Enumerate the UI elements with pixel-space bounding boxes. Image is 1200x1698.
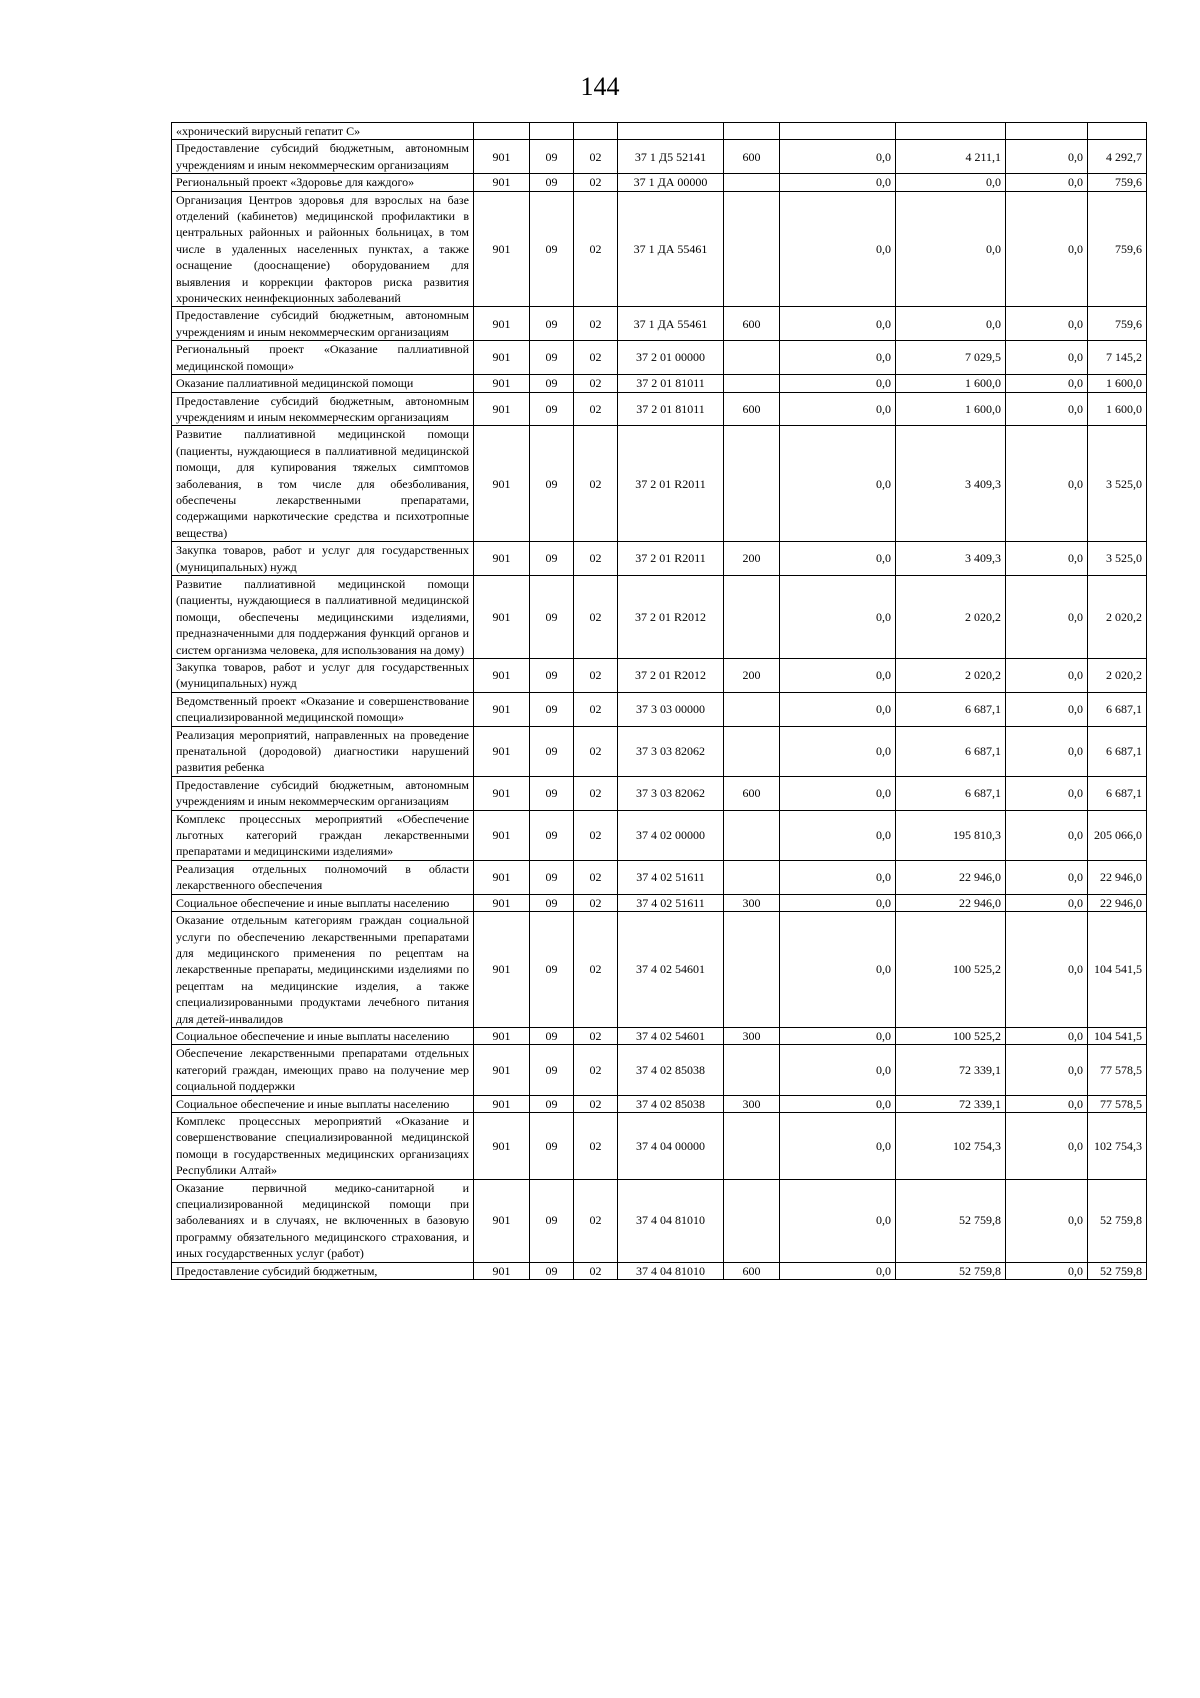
table-row xyxy=(172,575,1147,658)
cell-amount-4: 1 600,0 xyxy=(1088,375,1147,392)
cell-amount-4: 6 687,1 xyxy=(1088,692,1147,726)
cell-target-article: 37 2 01 R2012 xyxy=(618,575,724,658)
cell-amount-4: 4 292,7 xyxy=(1088,140,1147,174)
cell-name: Комплекс процессных мероприятий «Обеспечение льготных категорий граждан лекарственными препаратами и медицинскими изделиями» xyxy=(172,810,474,860)
cell-section-code: 09 xyxy=(530,1095,574,1112)
cell-ministry-code: 901 xyxy=(474,1045,530,1095)
cell-expense-type xyxy=(724,426,780,542)
cell-amount-2: 52 759,8 xyxy=(896,1179,1006,1262)
cell-amount-2: 72 339,1 xyxy=(896,1095,1006,1112)
cell-amount-1: 0,0 xyxy=(780,1027,896,1044)
cell-subsection-code: 02 xyxy=(574,341,618,375)
cell-amount-2: 0,0 xyxy=(896,191,1006,307)
table-row xyxy=(172,692,1147,726)
cell-ministry-code: 901 xyxy=(474,174,530,191)
cell-ministry-code: 901 xyxy=(474,375,530,392)
table-row xyxy=(172,894,1147,911)
cell-expense-type: 600 xyxy=(724,140,780,174)
table-row xyxy=(172,860,1147,894)
table-row xyxy=(172,392,1147,426)
cell-expense-type xyxy=(724,810,780,860)
cell-amount-1: 0,0 xyxy=(780,726,896,776)
cell-amount-2: 4 211,1 xyxy=(896,140,1006,174)
cell-amount-3: 0,0 xyxy=(1006,542,1088,576)
cell-subsection-code: 02 xyxy=(574,912,618,1028)
cell-expense-type xyxy=(724,860,780,894)
cell-amount-1: 0,0 xyxy=(780,692,896,726)
cell-name: Развитие паллиативной медицинской помощи (пациенты, нуждающиеся в паллиативной медицинской помощи, обеспечены медицинскими изделиями, предназначенными для поддержания функций органов и систем организма человека, для использования на дому) xyxy=(172,575,474,658)
cell-expense-type: 300 xyxy=(724,1027,780,1044)
cell-amount-2: 22 946,0 xyxy=(896,860,1006,894)
cell-amount-3: 0,0 xyxy=(1006,575,1088,658)
cell-ministry-code: 901 xyxy=(474,1112,530,1179)
table-row xyxy=(172,123,1147,140)
cell-amount-3: 0,0 xyxy=(1006,174,1088,191)
cell-amount-2: 3 409,3 xyxy=(896,426,1006,542)
cell-target-article: 37 4 04 81010 xyxy=(618,1262,724,1279)
cell-target-article: 37 3 03 00000 xyxy=(618,692,724,726)
cell-ministry-code xyxy=(474,123,530,140)
table-row xyxy=(172,776,1147,810)
cell-amount-2 xyxy=(896,123,1006,140)
cell-amount-2: 2 020,2 xyxy=(896,575,1006,658)
cell-expense-type xyxy=(724,174,780,191)
cell-amount-1: 0,0 xyxy=(780,1095,896,1112)
cell-amount-1: 0,0 xyxy=(780,810,896,860)
cell-amount-4: 1 600,0 xyxy=(1088,392,1147,426)
cell-ministry-code: 901 xyxy=(474,860,530,894)
cell-target-article: 37 4 02 00000 xyxy=(618,810,724,860)
cell-section-code: 09 xyxy=(530,659,574,693)
table-row xyxy=(172,1262,1147,1279)
cell-expense-type: 600 xyxy=(724,776,780,810)
cell-amount-4: 6 687,1 xyxy=(1088,726,1147,776)
cell-section-code: 09 xyxy=(530,1045,574,1095)
cell-section-code: 09 xyxy=(530,860,574,894)
table-row xyxy=(172,810,1147,860)
cell-amount-1: 0,0 xyxy=(780,912,896,1028)
cell-target-article: 37 2 01 R2012 xyxy=(618,659,724,693)
table-row xyxy=(172,191,1147,307)
cell-subsection-code: 02 xyxy=(574,1262,618,1279)
cell-subsection-code: 02 xyxy=(574,776,618,810)
cell-name: Реализация мероприятий, направленных на проведение пренатальной (дородовой) диагностики нарушений развития ребенка xyxy=(172,726,474,776)
cell-ministry-code: 901 xyxy=(474,191,530,307)
cell-name: Региональный проект «Оказание паллиативной медицинской помощи» xyxy=(172,341,474,375)
table-row xyxy=(172,1095,1147,1112)
cell-ministry-code: 901 xyxy=(474,341,530,375)
table-row xyxy=(172,307,1147,341)
cell-amount-4: 7 145,2 xyxy=(1088,341,1147,375)
cell-amount-4: 22 946,0 xyxy=(1088,860,1147,894)
cell-section-code: 09 xyxy=(530,307,574,341)
cell-name: Предоставление субсидий бюджетным, автономным учреждениям и иным некоммерческим организациям xyxy=(172,392,474,426)
cell-amount-4: 205 066,0 xyxy=(1088,810,1147,860)
cell-amount-2: 22 946,0 xyxy=(896,894,1006,911)
cell-name: Предоставление субсидий бюджетным, автономным учреждениям и иным некоммерческим организациям xyxy=(172,307,474,341)
cell-amount-3: 0,0 xyxy=(1006,375,1088,392)
cell-section-code: 09 xyxy=(530,894,574,911)
table-row xyxy=(172,341,1147,375)
cell-amount-2: 6 687,1 xyxy=(896,776,1006,810)
cell-expense-type xyxy=(724,375,780,392)
cell-amount-3: 0,0 xyxy=(1006,726,1088,776)
cell-amount-3: 0,0 xyxy=(1006,1262,1088,1279)
cell-amount-1 xyxy=(780,123,896,140)
cell-subsection-code: 02 xyxy=(574,307,618,341)
cell-section-code: 09 xyxy=(530,1112,574,1179)
cell-amount-4: 77 578,5 xyxy=(1088,1045,1147,1095)
cell-amount-2: 195 810,3 xyxy=(896,810,1006,860)
cell-amount-4: 759,6 xyxy=(1088,191,1147,307)
table-row xyxy=(172,726,1147,776)
cell-name: Ведомственный проект «Оказание и совершенствование специализированной медицинской помощи» xyxy=(172,692,474,726)
cell-target-article: 37 1 Д5 52141 xyxy=(618,140,724,174)
cell-name: Оказание первичной медико-санитарной и специализированной медицинской помощи при заболеваниях и в случаях, не включенных в базовую программу обязательного медицинского страхования, и иных государственных услуг (работ) xyxy=(172,1179,474,1262)
cell-amount-3: 0,0 xyxy=(1006,426,1088,542)
cell-amount-3: 0,0 xyxy=(1006,692,1088,726)
cell-amount-4: 102 754,3 xyxy=(1088,1112,1147,1179)
cell-ministry-code: 901 xyxy=(474,307,530,341)
cell-expense-type: 200 xyxy=(724,659,780,693)
cell-subsection-code: 02 xyxy=(574,375,618,392)
budget-table xyxy=(171,122,1147,1280)
cell-target-article: 37 1 ДА 55461 xyxy=(618,307,724,341)
cell-amount-2: 100 525,2 xyxy=(896,912,1006,1028)
cell-section-code: 09 xyxy=(530,426,574,542)
cell-amount-2: 52 759,8 xyxy=(896,1262,1006,1279)
cell-expense-type xyxy=(724,1112,780,1179)
cell-subsection-code: 02 xyxy=(574,140,618,174)
cell-amount-3: 0,0 xyxy=(1006,1112,1088,1179)
cell-section-code: 09 xyxy=(530,1179,574,1262)
cell-subsection-code: 02 xyxy=(574,575,618,658)
cell-amount-1: 0,0 xyxy=(780,392,896,426)
cell-subsection-code xyxy=(574,123,618,140)
cell-expense-type xyxy=(724,726,780,776)
cell-ministry-code: 901 xyxy=(474,726,530,776)
cell-name: Социальное обеспечение и иные выплаты населению xyxy=(172,894,474,911)
cell-ministry-code: 901 xyxy=(474,575,530,658)
cell-amount-1: 0,0 xyxy=(780,894,896,911)
cell-section-code: 09 xyxy=(530,575,574,658)
table-row xyxy=(172,426,1147,542)
table-row xyxy=(172,659,1147,693)
table-row xyxy=(172,542,1147,576)
cell-subsection-code: 02 xyxy=(574,1095,618,1112)
cell-name: «хронический вирусный гепатит С» xyxy=(172,123,474,140)
cell-amount-2: 3 409,3 xyxy=(896,542,1006,576)
cell-name: Развитие паллиативной медицинской помощи (пациенты, нуждающиеся в паллиативной медицинской помощи, для купирования тяжелых симптомов заболевания, в том числе для обезболивания, обеспечены лекарственными препаратами, содержащими наркотические средства и психотропные вещества) xyxy=(172,426,474,542)
cell-target-article: 37 2 01 00000 xyxy=(618,341,724,375)
cell-section-code: 09 xyxy=(530,810,574,860)
cell-section-code: 09 xyxy=(530,542,574,576)
cell-section-code: 09 xyxy=(530,726,574,776)
cell-expense-type xyxy=(724,692,780,726)
cell-amount-2: 2 020,2 xyxy=(896,659,1006,693)
cell-subsection-code: 02 xyxy=(574,1179,618,1262)
cell-subsection-code: 02 xyxy=(574,426,618,542)
cell-target-article: 37 1 ДА 55461 xyxy=(618,191,724,307)
cell-subsection-code: 02 xyxy=(574,894,618,911)
cell-expense-type: 300 xyxy=(724,1095,780,1112)
cell-target-article: 37 4 02 51611 xyxy=(618,894,724,911)
cell-amount-2: 1 600,0 xyxy=(896,375,1006,392)
cell-name: Предоставление субсидий бюджетным, xyxy=(172,1262,474,1279)
cell-amount-4: 2 020,2 xyxy=(1088,659,1147,693)
table-row xyxy=(172,912,1147,1028)
cell-name: Оказание отдельным категориям граждан социальной услуги по обеспечению лекарственными препаратами для медицинского применения по рецептам на лекарственные препараты, медицинскими изделиями по рецептам на медицинские изделия, а также специализированными продуктами лечебного питания для детей-инвалидов xyxy=(172,912,474,1028)
cell-ministry-code: 901 xyxy=(474,912,530,1028)
cell-section-code: 09 xyxy=(530,375,574,392)
cell-section-code xyxy=(530,123,574,140)
cell-amount-4: 22 946,0 xyxy=(1088,894,1147,911)
cell-target-article: 37 1 ДА 00000 xyxy=(618,174,724,191)
cell-amount-2: 6 687,1 xyxy=(896,692,1006,726)
cell-target-article: 37 3 03 82062 xyxy=(618,726,724,776)
cell-amount-2: 1 600,0 xyxy=(896,392,1006,426)
cell-subsection-code: 02 xyxy=(574,392,618,426)
cell-section-code: 09 xyxy=(530,140,574,174)
cell-expense-type: 300 xyxy=(724,894,780,911)
table-row xyxy=(172,1179,1147,1262)
cell-amount-3: 0,0 xyxy=(1006,392,1088,426)
table-row xyxy=(172,1112,1147,1179)
cell-amount-4: 759,6 xyxy=(1088,307,1147,341)
cell-section-code: 09 xyxy=(530,1027,574,1044)
cell-amount-4: 3 525,0 xyxy=(1088,542,1147,576)
cell-target-article: 37 4 02 54601 xyxy=(618,912,724,1028)
cell-amount-3: 0,0 xyxy=(1006,1095,1088,1112)
cell-amount-3 xyxy=(1006,123,1088,140)
cell-target-article: 37 2 01 R2011 xyxy=(618,426,724,542)
cell-ministry-code: 901 xyxy=(474,1027,530,1044)
cell-subsection-code: 02 xyxy=(574,1045,618,1095)
cell-name: Обеспечение лекарственными препаратами отдельных категорий граждан, имеющих право на получение мер социальной поддержки xyxy=(172,1045,474,1095)
cell-expense-type: 600 xyxy=(724,1262,780,1279)
cell-name: Закупка товаров, работ и услуг для государственных (муниципальных) нужд xyxy=(172,542,474,576)
cell-expense-type xyxy=(724,1045,780,1095)
cell-amount-3: 0,0 xyxy=(1006,912,1088,1028)
cell-name: Комплекс процессных мероприятий «Оказание и совершенствование специализированной медицинской помощи в государственных медицинских организациях Республики Алтай» xyxy=(172,1112,474,1179)
cell-ministry-code: 901 xyxy=(474,1179,530,1262)
cell-name: Региональный проект «Здоровье для каждого» xyxy=(172,174,474,191)
cell-target-article: 37 2 01 81011 xyxy=(618,375,724,392)
cell-expense-type xyxy=(724,575,780,658)
cell-amount-1: 0,0 xyxy=(780,174,896,191)
cell-name: Реализация отдельных полномочий в области лекарственного обеспечения xyxy=(172,860,474,894)
cell-section-code: 09 xyxy=(530,912,574,1028)
cell-amount-4: 2 020,2 xyxy=(1088,575,1147,658)
cell-ministry-code: 901 xyxy=(474,140,530,174)
cell-amount-1: 0,0 xyxy=(780,307,896,341)
cell-amount-3: 0,0 xyxy=(1006,191,1088,307)
cell-section-code: 09 xyxy=(530,776,574,810)
cell-amount-1: 0,0 xyxy=(780,191,896,307)
cell-amount-1: 0,0 xyxy=(780,375,896,392)
cell-target-article: 37 4 02 85038 xyxy=(618,1045,724,1095)
cell-ministry-code: 901 xyxy=(474,1095,530,1112)
cell-amount-1: 0,0 xyxy=(780,1045,896,1095)
cell-subsection-code: 02 xyxy=(574,810,618,860)
cell-expense-type: 200 xyxy=(724,542,780,576)
cell-section-code: 09 xyxy=(530,341,574,375)
cell-section-code: 09 xyxy=(530,191,574,307)
cell-subsection-code: 02 xyxy=(574,726,618,776)
cell-amount-3: 0,0 xyxy=(1006,140,1088,174)
cell-subsection-code: 02 xyxy=(574,542,618,576)
cell-ministry-code: 901 xyxy=(474,692,530,726)
cell-amount-4: 77 578,5 xyxy=(1088,1095,1147,1112)
cell-amount-4: 104 541,5 xyxy=(1088,1027,1147,1044)
cell-ministry-code: 901 xyxy=(474,426,530,542)
cell-subsection-code: 02 xyxy=(574,659,618,693)
cell-expense-type: 600 xyxy=(724,307,780,341)
cell-amount-3: 0,0 xyxy=(1006,307,1088,341)
cell-amount-2: 0,0 xyxy=(896,174,1006,191)
cell-target-article: 37 4 02 54601 xyxy=(618,1027,724,1044)
cell-section-code: 09 xyxy=(530,1262,574,1279)
cell-section-code: 09 xyxy=(530,392,574,426)
cell-name: Оказание паллиативной медицинской помощи xyxy=(172,375,474,392)
cell-amount-4: 52 759,8 xyxy=(1088,1262,1147,1279)
cell-subsection-code: 02 xyxy=(574,692,618,726)
cell-subsection-code: 02 xyxy=(574,191,618,307)
cell-amount-4: 759,6 xyxy=(1088,174,1147,191)
cell-amount-1: 0,0 xyxy=(780,140,896,174)
cell-name: Предоставление субсидий бюджетным, автономным учреждениям и иным некоммерческим организациям xyxy=(172,776,474,810)
cell-amount-2: 100 525,2 xyxy=(896,1027,1006,1044)
table-row xyxy=(172,375,1147,392)
cell-amount-1: 0,0 xyxy=(780,659,896,693)
cell-amount-4: 52 759,8 xyxy=(1088,1179,1147,1262)
cell-amount-1: 0,0 xyxy=(780,426,896,542)
cell-target-article: 37 4 02 85038 xyxy=(618,1095,724,1112)
cell-ministry-code: 901 xyxy=(474,1262,530,1279)
cell-name: Социальное обеспечение и иные выплаты населению xyxy=(172,1095,474,1112)
cell-target-article: 37 4 04 81010 xyxy=(618,1179,724,1262)
cell-target-article: 37 2 01 81011 xyxy=(618,392,724,426)
cell-subsection-code: 02 xyxy=(574,1112,618,1179)
cell-amount-3: 0,0 xyxy=(1006,341,1088,375)
cell-section-code: 09 xyxy=(530,692,574,726)
cell-amount-3: 0,0 xyxy=(1006,860,1088,894)
cell-target-article: 37 4 04 00000 xyxy=(618,1112,724,1179)
cell-ministry-code: 901 xyxy=(474,542,530,576)
cell-expense-type xyxy=(724,123,780,140)
table-row xyxy=(172,174,1147,191)
cell-amount-1: 0,0 xyxy=(780,341,896,375)
cell-target-article: 37 4 02 51611 xyxy=(618,860,724,894)
cell-ministry-code: 901 xyxy=(474,659,530,693)
table-row xyxy=(172,140,1147,174)
cell-amount-1: 0,0 xyxy=(780,542,896,576)
cell-subsection-code: 02 xyxy=(574,174,618,191)
page-number: 144 xyxy=(580,72,620,101)
cell-amount-3: 0,0 xyxy=(1006,776,1088,810)
cell-amount-1: 0,0 xyxy=(780,1112,896,1179)
cell-subsection-code: 02 xyxy=(574,1027,618,1044)
cell-ministry-code: 901 xyxy=(474,810,530,860)
cell-section-code: 09 xyxy=(530,174,574,191)
cell-amount-3: 0,0 xyxy=(1006,659,1088,693)
cell-name: Социальное обеспечение и иные выплаты населению xyxy=(172,1027,474,1044)
cell-ministry-code: 901 xyxy=(474,392,530,426)
cell-expense-type: 600 xyxy=(724,392,780,426)
cell-expense-type xyxy=(724,191,780,307)
cell-amount-1: 0,0 xyxy=(780,776,896,810)
table-row xyxy=(172,1045,1147,1095)
cell-expense-type xyxy=(724,1179,780,1262)
cell-expense-type xyxy=(724,341,780,375)
cell-amount-4: 6 687,1 xyxy=(1088,776,1147,810)
cell-ministry-code: 901 xyxy=(474,894,530,911)
cell-amount-1: 0,0 xyxy=(780,1262,896,1279)
cell-amount-3: 0,0 xyxy=(1006,1179,1088,1262)
cell-name: Закупка товаров, работ и услуг для государственных (муниципальных) нужд xyxy=(172,659,474,693)
cell-amount-3: 0,0 xyxy=(1006,810,1088,860)
cell-target-article xyxy=(618,123,724,140)
cell-expense-type xyxy=(724,912,780,1028)
cell-amount-4: 104 541,5 xyxy=(1088,912,1147,1028)
cell-amount-2: 7 029,5 xyxy=(896,341,1006,375)
cell-amount-2: 6 687,1 xyxy=(896,726,1006,776)
cell-name: Организация Центров здоровья для взрослых на базе отделений (кабинетов) медицинской профилактики в центральных районных и районных больницах, в том числе в удаленных населенных пунктах, а также оснащение (дооснащение) оборудованием для выявления и коррекции факторов риска развития хронических неинфекционных заболеваний xyxy=(172,191,474,307)
cell-amount-1: 0,0 xyxy=(780,1179,896,1262)
cell-subsection-code: 02 xyxy=(574,860,618,894)
cell-amount-1: 0,0 xyxy=(780,575,896,658)
cell-amount-1: 0,0 xyxy=(780,860,896,894)
cell-amount-3: 0,0 xyxy=(1006,894,1088,911)
cell-amount-2: 72 339,1 xyxy=(896,1045,1006,1095)
table-row xyxy=(172,1027,1147,1044)
cell-amount-4 xyxy=(1088,123,1147,140)
cell-ministry-code: 901 xyxy=(474,776,530,810)
cell-target-article: 37 2 01 R2011 xyxy=(618,542,724,576)
cell-amount-2: 0,0 xyxy=(896,307,1006,341)
cell-name: Предоставление субсидий бюджетным, автономным учреждениям и иным некоммерческим организациям xyxy=(172,140,474,174)
cell-target-article: 37 3 03 82062 xyxy=(618,776,724,810)
cell-amount-3: 0,0 xyxy=(1006,1027,1088,1044)
table-body xyxy=(172,123,1147,1280)
cell-amount-2: 102 754,3 xyxy=(896,1112,1006,1179)
cell-amount-3: 0,0 xyxy=(1006,1045,1088,1095)
cell-amount-4: 3 525,0 xyxy=(1088,426,1147,542)
